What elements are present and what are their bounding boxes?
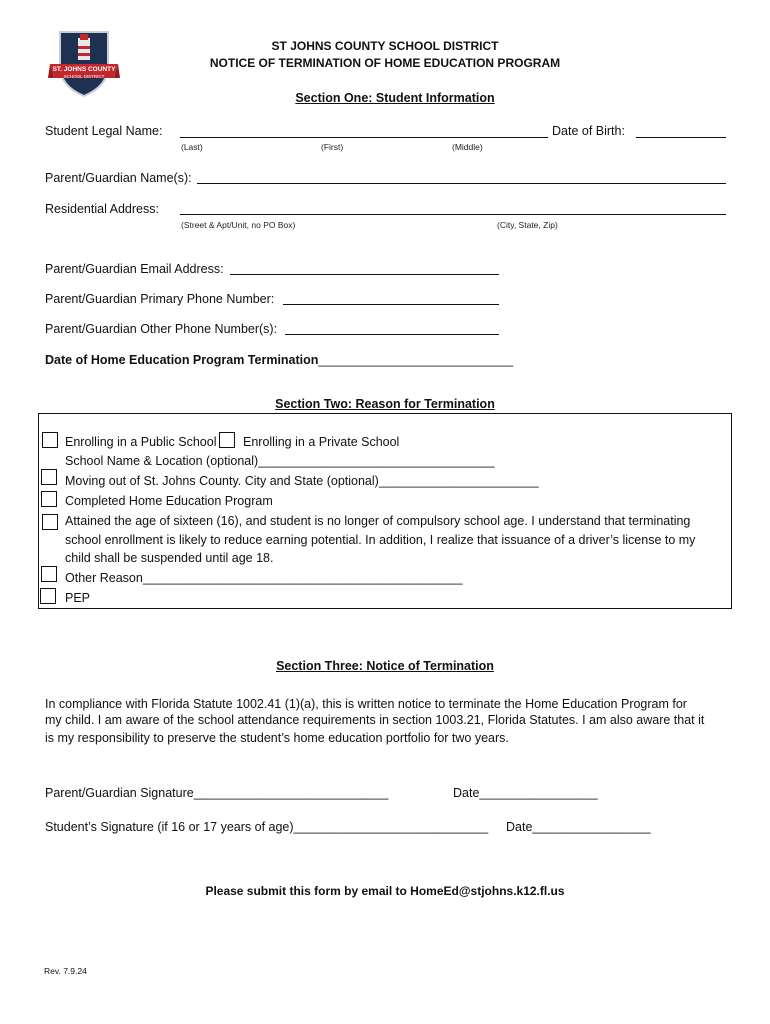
sub-label-street: (Street & Apt/Unit, no PO Box)	[181, 220, 296, 230]
option-age-line3: child shall be suspended until age 18.	[65, 551, 274, 565]
address-label: Residential Address:	[45, 202, 159, 216]
section-one-heading: Section One: Student Information	[295, 91, 495, 105]
other-phone-field[interactable]	[285, 334, 499, 335]
sub-label-last: (Last)	[181, 142, 203, 152]
parent-names-label: Parent/Guardian Name(s):	[45, 171, 192, 185]
compliance-line1: In compliance with Florida Statute 1002.41 (1)(a), this is written notice to terminate the Home Education Program for	[45, 697, 687, 711]
parent-names-field[interactable]	[197, 183, 726, 184]
checkbox-other[interactable]	[41, 566, 57, 582]
address-field[interactable]	[180, 214, 726, 215]
checkbox-public-school[interactable]	[42, 432, 58, 448]
section-two-heading: Section Two: Reason for Termination	[275, 397, 495, 411]
termination-date-label: Date of Home Education Program Termination	[45, 353, 319, 367]
submit-instruction: Please submit this form by email to HomeEd@stjohns.k12.fl.us	[205, 884, 565, 898]
sub-label-first: (First)	[321, 142, 344, 152]
student-signature-field[interactable]: Student’s Signature (if 16 or 17 years of age)____________________________	[45, 820, 489, 834]
compliance-line3: is my responsibility to preserve the student’s home education portfolio for two years.	[45, 731, 509, 745]
termination-date-field[interactable]: ____________________________	[318, 353, 514, 367]
option-public-school: Enrolling in a Public School	[65, 435, 217, 449]
student-name-label: Student Legal Name:	[45, 124, 163, 138]
parent-date-field[interactable]: Date_________________	[453, 786, 598, 800]
option-other: Other Reason______________________________________________	[65, 571, 463, 585]
sub-label-city: (City, State, Zip)	[497, 220, 558, 230]
compliance-line2: my child. I am aware of the school attendance requirements in section 1003.21, Florida Statutes. I am also aware that it	[45, 713, 705, 727]
primary-phone-label: Parent/Guardian Primary Phone Number:	[45, 292, 275, 306]
dob-label: Date of Birth:	[552, 124, 625, 138]
revision-label: Rev. 7.9.24	[44, 966, 87, 976]
district-name: ST JOHNS COUNTY SCHOOL DISTRICT	[271, 39, 499, 53]
option-completed: Completed Home Education Program	[65, 494, 273, 508]
option-age-line1: Attained the age of sixteen (16), and student is no longer of compulsory school age. I understand that terminating	[65, 514, 691, 528]
school-location-field[interactable]: School Name & Location (optional)__________________________________	[65, 454, 495, 468]
student-date-field[interactable]: Date_________________	[506, 820, 651, 834]
checkbox-private-school[interactable]	[219, 432, 235, 448]
option-age-line2: school enrollment is likely to reduce earning potential. In addition, I realize that issuance of a driver’s license to my	[65, 533, 696, 547]
option-moving: Moving out of St. Johns County. City and State (optional)_______________________	[65, 474, 539, 488]
other-phone-label: Parent/Guardian Other Phone Number(s):	[45, 322, 278, 336]
checkbox-pep[interactable]	[40, 588, 56, 604]
checkbox-moving[interactable]	[41, 469, 57, 485]
primary-phone-field[interactable]	[283, 304, 499, 305]
student-name-field[interactable]	[180, 137, 548, 138]
email-field[interactable]	[230, 274, 499, 275]
logo-text-line2: SCHOOL DISTRICT	[63, 74, 105, 79]
logo-text-line1: ST. JOHNS COUNTY	[52, 66, 116, 73]
email-label: Parent/Guardian Email Address:	[45, 262, 224, 276]
section-three-heading: Section Three: Notice of Termination	[276, 659, 494, 673]
option-pep: PEP	[65, 591, 91, 605]
sub-label-middle: (Middle)	[452, 142, 483, 152]
termination-date-row	[45, 353, 513, 367]
form-title: NOTICE OF TERMINATION OF HOME EDUCATION PROGRAM	[209, 56, 561, 70]
option-private-school: Enrolling in a Private School	[243, 435, 400, 449]
parent-signature-field[interactable]: Parent/Guardian Signature____________________________	[45, 786, 389, 800]
checkbox-age-sixteen[interactable]	[42, 514, 58, 530]
checkbox-completed[interactable]	[41, 491, 57, 507]
dob-field[interactable]	[636, 137, 726, 138]
